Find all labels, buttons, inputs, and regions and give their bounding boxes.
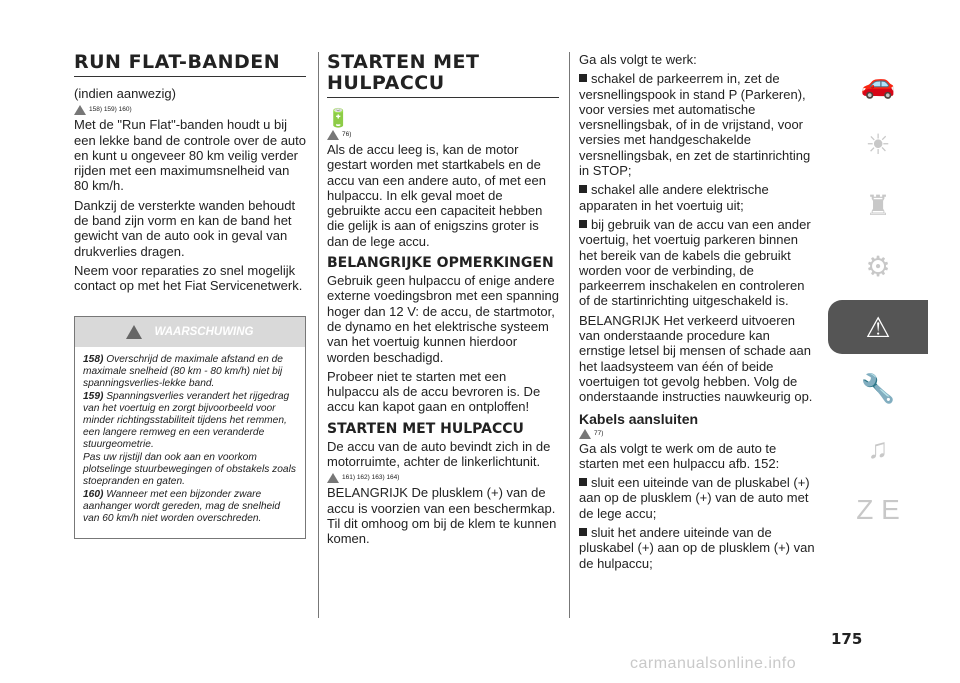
warning-refs: 158) 159) 160) — [74, 105, 306, 115]
tab-driving[interactable] — [828, 239, 928, 293]
cables-title: Kabels aansluiten — [579, 410, 699, 427]
run-flat-paragraph: Neem voor reparaties zo snel mogelijk contact op met het Fiat Servicenetwerk. — [74, 262, 303, 294]
run-flat-paragraph: Dankzij de versterkte wanden behoudt de band zijn vorm en kan de band het gewicht van de auto ook in geval van drukverlies dragen. — [74, 197, 296, 259]
important-paragraph: Gebruik geen hulpaccu of enige andere externe voedingsbron met een spanning hoger dan 12 V: de accu, de startmotor, de dynamo en het elektrische systeem van het voertuig kunnen hierdoor worden beschadigd. — [327, 273, 559, 365]
tab-index[interactable] — [828, 483, 928, 537]
airbag-seat-icon: ♜ — [865, 189, 891, 221]
jump-start-intro: Als de accu leeg is, kan de motor gestart worden met startkabels en de accu van een andere auto, of met een hulpaccu. In elk geval moet de gebruikte accu een capaciteit hebben die gelijk is aan of enigszins groter is dan de lege accu. — [327, 142, 546, 249]
bullet-item: sluit het andere uiteinde van de pluskabel (+) aan op de plusklem (+) van de hulpaccu; — [579, 525, 815, 571]
car-warning-icon: ⚠ — [865, 311, 891, 343]
alphabet-index-icon: Z E — [856, 494, 900, 525]
column-jump-start — [327, 52, 559, 551]
column-run-flat — [74, 52, 306, 539]
warning-body — [75, 347, 305, 538]
page-number: 175 — [831, 630, 863, 648]
bullet-icon — [579, 478, 587, 486]
column-divider — [318, 52, 319, 618]
wrench-car-icon: 🔧 — [860, 372, 896, 404]
tab-safety[interactable] — [828, 178, 928, 232]
bullet-item: bij gebruik van de accu van een ander voertuig, het voertuig parkeren binnen het bereik van de kabels die gebruikt worden voor de verbinding, de parkeerrem inschakelen en controleren of de startinrichting uitgeschakeld is. — [579, 216, 811, 309]
bullet-icon — [579, 74, 587, 82]
warning-box — [74, 316, 306, 539]
warning-item: Pas uw rijstijl dan ook aan en voorkom plotselinge stuurbewegingen of obstakels zoals stoepranden en gaten. — [83, 451, 296, 487]
chapter-index-sidebar — [828, 56, 928, 544]
section-title-run-flat: RUN FLAT-BANDEN — [74, 52, 306, 77]
warning-header — [75, 317, 305, 347]
bullet-icon — [579, 185, 587, 193]
section-title-jump-start: STARTEN MET HULPACCU — [327, 52, 559, 98]
lights-message-icon: ☀ — [865, 128, 891, 160]
warning-refs: 77) — [579, 429, 815, 439]
bullet-icon — [579, 220, 587, 228]
tab-emergency[interactable] — [828, 300, 928, 354]
warning-triangle-icon — [579, 429, 591, 439]
warning-item: 158) Overschrijd de maximale afstand en de maximale snelheid (80 km - 80 km/h) niet bij spanningsverlies-lekke band. — [83, 353, 283, 389]
watermark: carmanualsonline.info — [630, 655, 797, 672]
procedure-intro: Ga als volgt te werk: — [579, 52, 697, 67]
start-paragraph: De accu van de auto bevindt zich in de motorruimte, achter de linkerlichtunit. — [327, 438, 551, 470]
run-flat-subtitle: (indien aanwezig) — [74, 86, 176, 101]
important-paragraph: Probeer niet te starten met een hulpaccu als de accu bevroren is. De accu kan kapot gaan en ontploffen! — [327, 368, 541, 415]
run-flat-paragraph: Met de "Run Flat"-banden houdt u bij een lekke band de controle over de auto en kunt u ongeveer 80 km veilig verder rijden met een maximumsnelheid van 80 km/h. — [74, 117, 307, 194]
key-steering-icon: ⚙ — [865, 250, 891, 282]
start-subtitle: STARTEN MET HULPACCU — [327, 420, 524, 437]
battery-icon: 🔋 — [327, 108, 350, 128]
tab-multimedia[interactable] — [828, 422, 928, 476]
bullet-item: schakel alle andere elektrische apparaten in het voertuig uit; — [579, 182, 769, 213]
start-paragraph: BELANGRIJK De plusklem (+) van de accu is voorzien van een beschermkap. Til dit omhoog om bij de klem te kunnen komen. — [327, 485, 557, 547]
cables-intro: Ga als volgt te werk om de auto te starten met een hulpaccu afb. 152: — [579, 440, 780, 471]
important-paragraph: BELANGRIJK Het verkeerd uitvoeren van onderstaande procedure kan ernstige letsel bij mensen of schade aan het laadsysteem van één of beide voertuigen tot gevolg hebben. Volg de onderstaande instructies nauwkeurig op. — [579, 312, 813, 405]
warning-refs: 76) — [327, 130, 559, 140]
column-procedure — [579, 52, 815, 575]
bullet-item: sluit een uiteinde van de pluskabel (+) aan op de plusklem (+) van de auto met de lege accu; — [579, 475, 810, 521]
car-info-icon: 🚗 — [860, 67, 896, 99]
warning-triangle-icon — [327, 130, 339, 140]
warning-triangle-icon — [74, 105, 86, 115]
important-notes-title: BELANGRIJKE OPMERKINGEN — [327, 255, 554, 272]
warning-title: WAARSCHUWING — [154, 325, 254, 338]
tab-lights-messages[interactable] — [828, 117, 928, 171]
warning-triangle-icon — [126, 325, 142, 339]
warning-triangle-icon — [327, 473, 339, 483]
warning-item: 160) Wanneer met een bijzonder zware aanhanger wordt gereden, mag de snelheid van 60 km/h niet worden overschreden. — [83, 488, 281, 524]
multimedia-icon: ♫ — [867, 433, 889, 464]
warning-refs: 161) 162) 163) 164) — [327, 473, 559, 483]
column-divider — [569, 52, 570, 618]
tab-car-info[interactable] — [828, 56, 928, 110]
bullet-item: schakel de parkeerrem in, zet de versnellingspook in stand P (Parkeren), voor versies met automatische versnellingsbak, of in de vrijstand, voor versies met handgeschakelde versnellingsbak, en zet de startinrichting in STOP; — [579, 71, 811, 179]
tab-maintenance[interactable] — [828, 361, 928, 415]
warning-item: 159) Spanningsverlies verandert het rijgedrag van het voertuig en zorgt bijvoorbeeld voor minder richtingsstabiliteit tijdens het remmen, een langere remweg en een veranderde stuurgeometrie. — [83, 390, 290, 450]
bullet-icon — [579, 528, 587, 536]
